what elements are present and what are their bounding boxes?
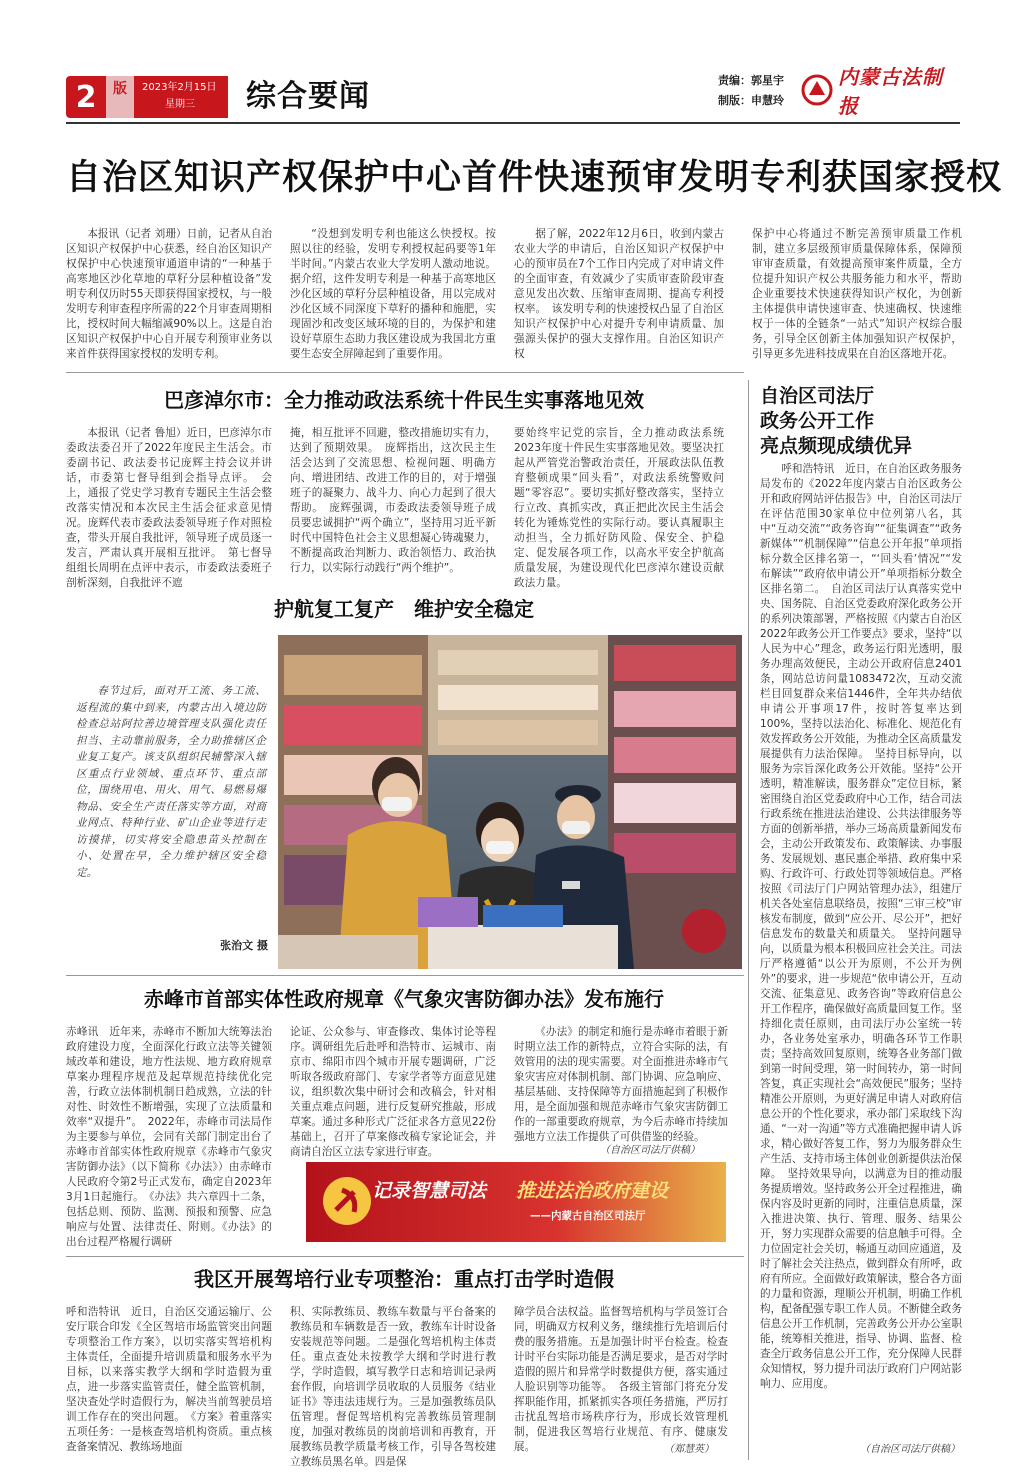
article4-col2: 积、实际教练员、教练车数量与平台备案的教练员和车辆数是否一致，教练车计时设备安装规范等问题。二是强化驾培机构主体责任。重点查处未按教学大纲和学时进行教学，学时造假，填写教学日志和培训记录两套作假，向培训学员收取的人员服务《结业证书》等违法违规行为。三是加强教练员队伍管理。督促驾培机构完善教练员管理制度，加强对教练员的岗前培训和再教育，开展教练员教学质量考核工作，引导各驾校建立教练员黑名单。四是保 <box>290 1306 496 1468</box>
photo-caption-box <box>66 635 278 970</box>
article2-col3: 要始终牢记党的宗旨，全力推动政法系统2023年度十件民生实事落地见效。要坚决扛起从严管党治警政治责任，开展政法队伍教育整顿成果“回头看”，对政法系统警败问题“零容忍”。要切实抓好整改落实，坚持立行立改、真抓实改，真正把此次民主生活会转化为锤炼党性的实际行动。要认真履职主动担当，全力抓好防风险、保安全、护稳定、促发展各项工作，以高水平安全护航高质量发展，为建设现代化巴彦淖尔建设贡献政法力量。 <box>514 427 724 589</box>
main-headline: 自治区知识产权保护中心首件快速预审发明专利获国家授权 <box>66 157 1003 198</box>
sidebar-headline-line3: 亮点频现成绩优异 <box>760 435 913 457</box>
photo-bottom-rule <box>66 975 744 976</box>
sidebar-headline <box>760 384 960 459</box>
photo-credit: 张治文 摄 <box>220 939 268 952</box>
article1-col2: “没想到发明专利也能这么快授权。按照以往的经验，发明专利授权起码要等1年半时间。”内蒙古农业大学发明人激动地说。据介绍，这件发明专利是一种基于高寒地区沙化区域的草籽分层种植设备，用以完成对沙化区域不同深度下草籽的播种和施肥，实现固沙和改变区域环境的目的，为保护和建设好草原生态助力我区建设成为我国北方重要生态安全屏障起到了重要作用。 <box>290 228 496 360</box>
article4-col1: 呼和浩特讯 近日，自治区交通运输厅、公安厅联合印发《全区驾培市场监管突出问题专项整治工作方案》，以切实落实驾培机构主体责任，全面提升培训质量和服务水平为目标，以来落实教学大纲和学时造假为重点，进一步落实监管责任，健全监管机制，坚决查处学时造假行为，解决当前驾驶员培训工作存在的突出问题。 《方案》着重落实五项任务：一是核查驾培机构资质。重点核查备案情况、教练场地面 <box>66 1306 272 1453</box>
article4-author: （郑慧英） <box>664 1444 714 1455</box>
article2-headline: 巴彦淖尔市：全力推动政法系统十件民生实事落地见效 <box>164 388 644 412</box>
page-number-badge <box>66 76 106 118</box>
article1-bottom-rule <box>66 372 744 373</box>
sidebar-headline-line2: 政务公开工作 <box>760 410 875 432</box>
producer-credit: 制版：申慧玲 <box>718 94 784 107</box>
sidebar-body: 呼和浩特讯 近日，在自治区政务服务局发布的《2022年度内蒙古自治区政务公开和政府网站评估报告》中，自治区司法厅在评估范围30家单位中位列第八名，其中“互动交流”“政务咨询”“征集调查”“政务新媒体”“机制保障”“信息公开年报”单项指标分数全区排名第一，“‘回头看’情况”“发布解读”“政府依申请公开”单项指标分数全区排名第二。 自治区司法厅认真落实党中央、国务院、自治区党委政府深化政务公开的系列决策部署，严格按照《内蒙古自治区2022年政务公开工作要点》要求，坚持“以人民为中心”理念，政务运行阳光透明，服务办理高效便民，主动公开政府信息2401条，网站总访问量1083472次，互动交流栏目回复群众来信1446件，全年共办结依申请公开事项17件，按时答复率达到100%，坚持以法治化、标准化、规范化有效发挥政务公开效能，为推动全区高质量发展提供有力法治保障。 坚持目标导向，以服务为宗旨深化政务公开效能。坚持“公开透明，精准解读，服务群众”定位目标，紧密围绕自治区党委政府中心工作，结合司法行政系统在推进法治建设、公共法律服务等方面的创新举措，举办三场高质量新闻发布会，主动公开政策发布、政策解读、办事服务、发展规划、惠民惠企举措、政府集中采购、行政许可、行政处罚等领域信息。严格按照《司法厅门户网站管理办法》，组建厅机关各处室信息联络员，按照“三审三校”审核发布制度，做到“应公开、尽公开”，把好信息发布的数量关和质量关。 坚持问题导向，以质量为根本积极回应社会关注。司法厅严格遵循“以公开为原则，不公开为例外”的要求，进一步规范“依申请公开，互动交流、征集意见、政务咨询”等政府信息公开工作程序，确保做好高质量回复工作。坚持细化责任原则，由司法厅办公室统一转办，各业务处室承办，明确各环节工作职责；坚持高效回复原则，统筹各业务部门做到第一时间受理，第一时间转办，第一时间答复，真正实现社会“高效便民”服务；坚持精准公开原则，为更好满足申请人对政府信息公开的个性化要求，承办部门采取线下沟通、“一对一沟通”等方式准确把握申请人诉求，精心做好答复工作，努力为服务群众生产生活、支持市场主体创业创新提供法治保障。 坚持效果导向，以满意为目的推动服务提质增效。坚持政务公开全过程推进，确保内容及时更新的同时，注重信息质量，深入推进决策、执行、管理、服务、结果公开，努力实现群众需要的信息触手可得。全力位固定社会关切，畅通互动回应通道，及时了解社会关注热点，做到群众有所呼，政府有所应。全面做好政策解读，整合各方面的力量和资源，理顺公开机制，明确工作机构，配备配强专职工作人员。不断健全政务信息公开工作机制，完善政务公开办公室职能，统筹相关推进，指导、协调、监督、检查全厅政务信息公开工作，充分保障人民群众知情权，努力提升司法厅政府门户网站影响力、应用度。 <box>760 463 962 1390</box>
article3-headline: 赤峰市首部实体性政府规章《气象灾害防御办法》发布施行 <box>144 987 664 1011</box>
banner-text-1: 记录智慧司法 <box>372 1180 487 1202</box>
page-number: 2 <box>75 79 97 115</box>
masthead-logo <box>800 65 960 118</box>
header-divider <box>66 122 960 124</box>
article1-col3: 据了解，2022年12月6日，收到内蒙古农业大学的申请后，自治区知识产权保护中心的预审员在7个工作日内完成了对申请文件的全面审查，有效减少了实质审查阶段审查意见发出次数、压缩审查周期、提高专利授权率。 该发明专利的快速授权凸显了自治区知识产权保护中心对提升专利申请质量、加强源头保护的强大支撑作用。自治区知识产权 <box>514 228 724 360</box>
article3-col2: 论证、公众参与、审查修改、集体讨论等程序。调研组先后赴呼和浩特市、运城市、南京市、绵阳市四个城市开展专题调研，广泛听取各级政府部门、专家学者等方面意见建议，组织数次集中研讨会和改稿会，针对相关重点难点问题，进行反复研究推敲，形成草案。通过多种形式广泛征求各方意见22份基础上，召开了草案修改稿专家论证会，并商请自治区立法专家进行审查。 <box>290 1026 496 1158</box>
sidebar-headline-line1: 自治区司法厅 <box>760 385 875 407</box>
photo-headline: 护航复工复产 维护安全稳定 <box>274 597 534 621</box>
article3-col3: 《办法》的制定和施行是赤峰市着眼于新时期立法工作的新特点，立符合实际的法，有效管用的法的现实需要。对全面推进赤峰市气象灾害应对体制机制、部门协调、应急响应、基层基础、支持保障等方面措施起到了积极作用，是全面加强和规范赤峰市气象灾害防御工作的一部重要政府规章，为今后赤峰市持续加强地方立法工作提供了可供借鉴的经验。 <box>514 1026 728 1143</box>
issue-date-box <box>134 76 228 118</box>
page-label: 版 <box>106 76 134 118</box>
photo-caption: 春节过后，面对开工流、务工流、返程流的集中到来，内蒙古出入境边防检查总站阿拉善边境管理支队强化责任担当、主动靠前服务，全力助推辖区企业复工复产。该支队组织民辅警深入辖区重点行业领域、重点环节、重点部位，围绕用电、用火、用气、易燃易爆物品、安全生产责任落实等方面，对商业网点、特种行业、矿山企业等进行走访摸排，切实将安全隐患苗头控制在小、处置在早，全力维护辖区安全稳定。 <box>76 685 266 879</box>
article3-bottom-rule <box>66 1256 744 1257</box>
article3-source: （自治区司法厅供稿） <box>600 1145 700 1156</box>
sidebar-divider <box>748 380 749 1460</box>
issue-weekday: 星期三 <box>165 99 195 110</box>
article4-headline: 我区开展驾培行业专项整治：重点打击学时造假 <box>194 1267 614 1291</box>
article2-col1: 本报讯（记者 鲁旭）近日，巴彦淖尔市委政法委召开了2022年度民主生活会。市委副书记、政法委书记庞辉主持会议并讲话，市委第七督导组到会指导点评。 会上，通报了党史学习教育专题民主生活会整改落实情况和本次民主生活会征求意见情况。庞辉代表市委政法委领导班子作对照检查，带头开展自我批评，领导班子成员逐一发言，严肃认真开展相互批评。 第七督导组组长周明在点评中表示，市委政法委班子剖析深刻，自我批评不遮 <box>66 427 272 589</box>
logo-text: 内蒙古法制报 <box>838 65 943 118</box>
news-photo <box>278 635 742 969</box>
article2-col2: 掩，相互批评不回避，整改措施切实有力，达到了预期效果。 庞辉指出，这次民主生活会达到了交流思想、检视问题、明确方向、增进团结、改进工作的目的，对于增强班子的凝聚力、战斗力、向心力起到了很大帮助。 庞辉强调，市委政法委领导班子成员要忠诚拥护“两个确立”，坚持用习近平新时代中国特色社会主义思想凝心铸魂聚力，不断提高政治判断力、政治领悟力、政治执行力，以实际行动践行“两个维护”。 <box>290 427 496 574</box>
article4-col3: 障学员合法权益。监督驾培机构与学员签订合同，明确双方权利义务，继续推行先培训后付费的服务措施。五是加强计时平台检查。检查计时平台实际功能是否满足要求，是否对学时造假的照片和异常学时数提供方便，落实通过人脸识别等功能等。 各级主管部门将充分发挥职能作用，抓紧抓实各项任务措施，严厉打击扰乱驾培市场秩序行为，形成长效管理机制，促进我区驾培行业规范、有序、健康发展。 <box>514 1306 728 1453</box>
banner-text-2: 推进法治政府建设 <box>516 1180 669 1202</box>
editor-credit: 责编：郭星宇 <box>718 74 784 87</box>
promo-banner <box>306 1162 726 1242</box>
banner-subtitle: ——内蒙古自治区司法厅 <box>530 1210 646 1222</box>
section-title: 综合要闻 <box>246 79 370 114</box>
party-emblem-icon <box>320 1174 374 1228</box>
shop-scene-image <box>278 635 742 969</box>
sidebar-source: （自治区司法厅供稿） <box>860 1444 960 1455</box>
article1-col4: 保护中心将通过不断完善预审质量工作机制，建立多层级预审质量保障体系，保障预审审查质量，有效提高预审案件质量，全方位提升知识产权公共服务能力和水平，帮助企业重要技术快速获得知识产权化，为创新主体提供申请快速审查、快速确权、快速维权于一体的全链条“一站式”知识产权综合服务，引导全区创新主体加强知识产权保护，引导更多先进科技成果在自治区落地开花。 <box>752 228 962 360</box>
article3-col1: 赤峰讯 近年来，赤峰市不断加大统筹法治政府建设力度，全面深化行政立法等关键领域改革和建设，地方性法规、地方政府规章草案办理程序规范及起草规范持续优化完善，行政立法体制机制日趋成熟，立法的针对性、时效性不断增强，实现了立法质量和效率“双提升”。 2022年，赤峰市司法局作为主要参与单位，会同有关部门制定出台了赤峰市首部实体性政府规章《赤峰市气象灾害防御办法》（以下简称《办法》）由赤峰市人民政府令第2号正式发布，确定自2023年3月1日起施行。 《办法》共六章四十二条，包括总则、预防、监测、预报和预警、应急响应与处置、法律责任、附则。《办法》的出台过程严格履行调研 <box>66 1026 272 1248</box>
issue-date: 2023年2月15日 <box>142 82 217 93</box>
article1-col1: 本报讯（记者 刘珊）日前，记者从自治区知识产权保护中心获悉，经自治区知识产权保护中心快速预审通道申请的“一种基于高寒地区沙化草地的草籽分层种植设备”发明专利仅历时55天即获得国家授权，与一般发明专利审查程序所需的22个月审查周期相比，授权时间大幅缩减90%以上。这是自治区知识产权保护中心自开展专利预审业务以来首件获得国家授权的发明专利。 <box>66 228 272 360</box>
logo-emblem-icon <box>800 73 834 107</box>
